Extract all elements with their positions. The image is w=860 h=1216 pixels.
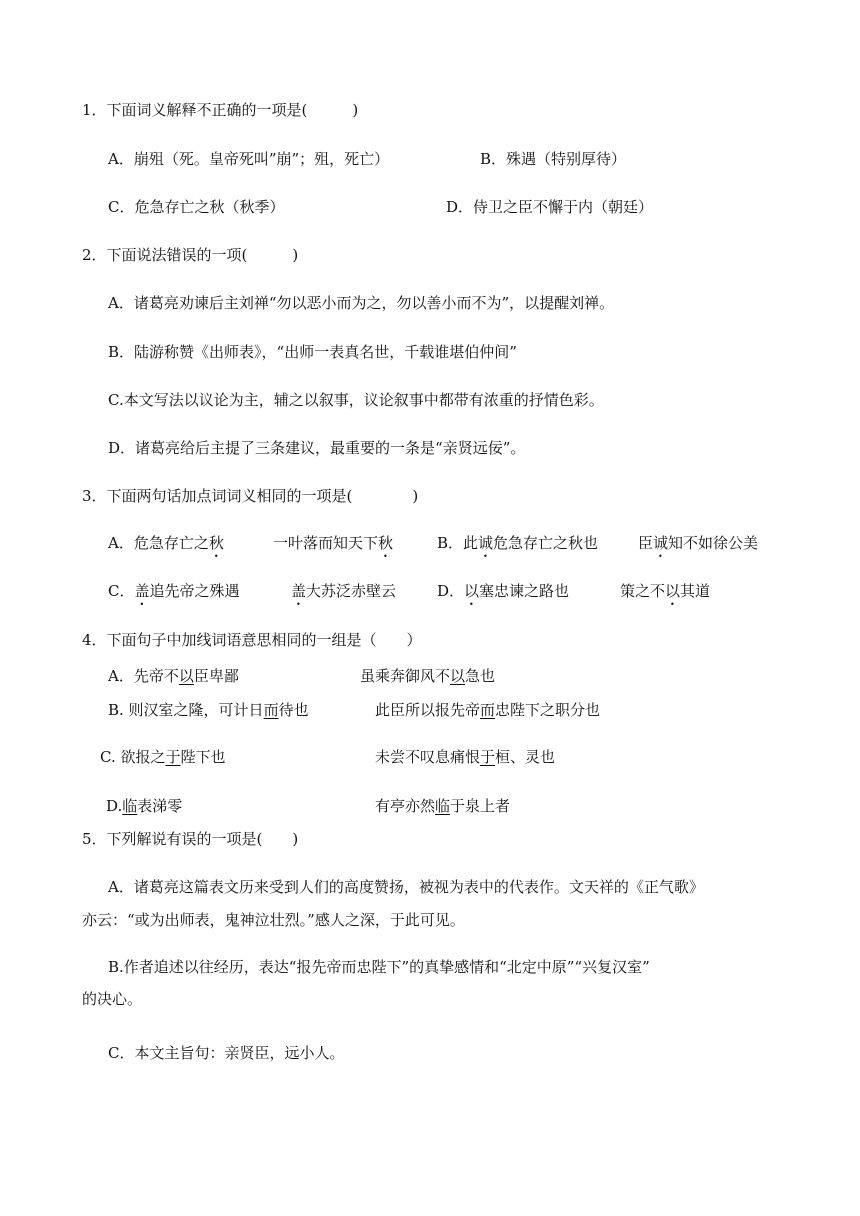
question-4-option-d <box>106 796 182 816</box>
question-1-option-c: C．危急存亡之秋（秋季） <box>108 198 285 216</box>
question-3-option-a-pair <box>273 533 393 561</box>
question-5-option-a-line-1: A．诸葛亮这篇表文历来受到人们的高度赞扬，被视为表中的代表作。文天祥的《正气歌》 <box>108 878 704 896</box>
question-5-option-b-line-2: 的决心。 <box>82 990 143 1008</box>
option-text: 待也 <box>278 701 309 719</box>
question-4-option-b-pair <box>375 700 600 720</box>
question-2-option-d: D．诸葛亮给后主提了三条建议，最重要的一条是“亲贤远佞”。 <box>108 439 526 457</box>
underlined-word: 以 <box>450 667 466 685</box>
question-4-option-b <box>108 700 309 720</box>
option-text: A．危急存亡之 <box>108 534 209 552</box>
option-text: 未尝不叹息痛恨 <box>375 748 481 766</box>
underlined-word: 临 <box>435 797 451 815</box>
question-5-option-c: C．本文主旨句：亲贤臣，远小人。 <box>108 1044 345 1062</box>
option-text: 此臣所以报先帝 <box>375 701 481 719</box>
option-text: 塞忠谏之路也 <box>479 582 570 600</box>
option-text: 危急存亡之秋也 <box>493 534 599 552</box>
option-text: B. 则汉室之隆，可计日 <box>108 701 264 719</box>
option-text: 追先帝之殊遇 <box>149 582 240 600</box>
question-5-option-a-line-2: 亦云：“或为出师表，鬼神泣壮烈。”感人之深，于此可见。 <box>82 911 465 929</box>
underlined-word: 于 <box>165 748 181 766</box>
dotted-word: 盖 <box>291 582 307 600</box>
option-text: 于泉上者 <box>450 797 511 815</box>
question-3-option-c <box>108 581 240 609</box>
question-3-option-d <box>437 581 569 609</box>
question-5-stem: 5．下列解说有误的一项是( ) <box>82 830 299 848</box>
dotted-word: 盖 <box>134 582 150 600</box>
question-2-option-b: B．陆游称赞《出师表》，“出师一表真名世，千载谁堪伯仲间” <box>108 343 517 361</box>
question-4-option-d-pair <box>375 796 510 816</box>
option-text: 知不如徐公美 <box>668 534 759 552</box>
question-1-option-b: B．殊遇（特别厚待） <box>480 150 627 168</box>
question-3-option-b <box>437 533 598 561</box>
question-3-option-b-pair <box>638 533 758 561</box>
question-2-stem: 2．下面说法错误的一项( ) <box>82 246 299 264</box>
dotted-word: 诚 <box>653 534 669 552</box>
option-text: C． <box>108 582 135 600</box>
dotted-word: 以 <box>464 582 480 600</box>
question-1-option-a: A．崩殂（死。皇帝死叫”崩”；殂，死亡） <box>108 150 390 168</box>
dotted-word: 诚 <box>478 534 494 552</box>
question-4-option-a <box>108 666 239 686</box>
option-text: 臣卑鄙 <box>193 667 239 685</box>
question-3-option-c-pair <box>291 581 396 609</box>
question-2-option-c: C.本文写法以议论为主，辅之以叙事，议论叙事中都带有浓重的抒情色彩。 <box>108 391 604 409</box>
option-text: 表涕零 <box>137 797 183 815</box>
question-4-option-a-pair <box>360 666 495 686</box>
question-3-stem: 3．下面两句话加点词词义相同的一项是( ) <box>82 487 419 505</box>
option-text: 桓、灵也 <box>495 748 556 766</box>
option-text: 有亭亦然 <box>375 797 436 815</box>
option-text: A．先帝不 <box>108 667 179 685</box>
option-text: 虽乘奔御风不 <box>360 667 451 685</box>
option-text: 忠陛下之职分也 <box>495 701 601 719</box>
underlined-word: 以 <box>178 667 194 685</box>
question-1-stem: 1．下面词义解释不正确的一项是( ) <box>82 101 359 119</box>
underlined-word: 于 <box>480 748 496 766</box>
option-text: 急也 <box>465 667 496 685</box>
question-1-option-d: D．侍卫之臣不懈于内（朝廷） <box>446 198 654 216</box>
question-3-option-d-pair <box>620 581 710 609</box>
option-text: 陛下也 <box>180 748 226 766</box>
option-text: C. 欲报之 <box>100 748 166 766</box>
question-5-option-b-line-1: B.作者追述以往经历，表达“报先帝而忠陛下”的真挚感情和“北定中原”“兴复汉室” <box>108 958 650 976</box>
option-text: D. <box>106 797 123 815</box>
underlined-word: 临 <box>122 797 138 815</box>
question-4-option-c-pair <box>375 747 555 767</box>
option-text: 一叶落而知天下 <box>273 534 379 552</box>
question-4-option-c <box>100 747 226 767</box>
underlined-word: 而 <box>263 701 279 719</box>
underlined-word: 而 <box>480 701 496 719</box>
dotted-word: 秋 <box>208 534 224 552</box>
dotted-word: 以 <box>665 582 681 600</box>
question-4-stem: 4．下面句子中加线词语意思相同的一组是（ ） <box>82 631 422 649</box>
question-2-option-a: A．诸葛亮劝谏后主刘禅“勿以恶小而为之，勿以善小而不为”，以提醒刘禅。 <box>108 294 615 312</box>
option-text: D． <box>437 582 465 600</box>
dotted-word: 秋 <box>378 534 394 552</box>
option-text: 策之不 <box>620 582 666 600</box>
option-text: 大苏泛赤壁云 <box>306 582 397 600</box>
option-text: B．此 <box>437 534 479 552</box>
option-text: 其道 <box>680 582 711 600</box>
question-3-option-a <box>108 533 224 561</box>
option-text: 臣 <box>638 534 654 552</box>
